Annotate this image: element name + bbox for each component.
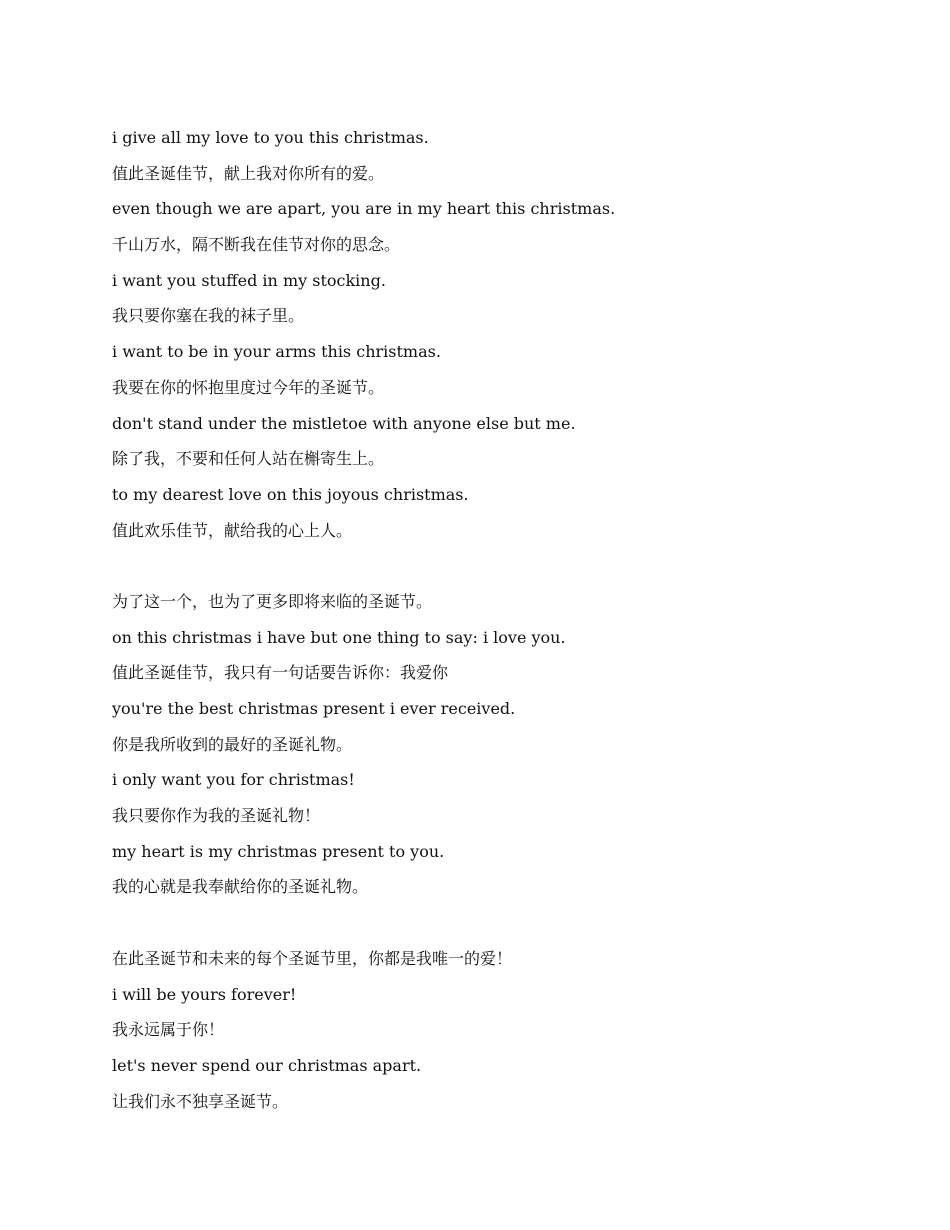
text-line: 值此圣诞佳节，献上我对你所有的爱。 <box>112 163 385 183</box>
text-line: 在此圣诞节和未来的每个圣诞节里，你都是我唯一的爱！ <box>112 948 513 968</box>
text-line: 值此欢乐佳节，献给我的心上人。 <box>112 520 353 540</box>
text-line: 千山万水，隔不断我在佳节对你的思念。 <box>112 235 401 255</box>
text-line: you're the best christmas present i ever received. <box>112 699 516 718</box>
text-line: to my dearest love on this joyous christmas. <box>112 484 469 504</box>
text-line: i only want you for christmas! <box>112 770 355 790</box>
blank-line <box>112 905 892 941</box>
text-line: even though we are apart, you are in my heart this christmas. <box>112 199 616 219</box>
text-line: 除了我，不要和任何人站在槲寄生上。 <box>112 449 385 469</box>
text-line: 我的心就是我奉献给你的圣诞礼物。 <box>112 877 369 897</box>
text-line: 我永远属于你！ <box>112 1020 225 1040</box>
text-line: i will be yours forever! <box>112 984 297 1004</box>
text-line: i want to be in your arms this christmas. <box>112 342 441 362</box>
text-line: 你是我所收到的最好的圣诞礼物。 <box>112 734 353 754</box>
text-line: i give all my love to you this christmas. <box>112 128 429 147</box>
text-line: don't stand under the mistletoe with anyone else but me. <box>112 413 576 433</box>
text-line: on this christmas i have but one thing to say: i love you. <box>112 627 566 647</box>
text-line: i want you stuffed in my stocking. <box>112 270 386 290</box>
text-line: let's never spend our christmas apart. <box>112 1055 422 1075</box>
blank-line <box>112 548 892 584</box>
text-line: 我只要你塞在我的袜子里。 <box>112 306 305 326</box>
text-line: my heart is my christmas present to you. <box>112 841 445 861</box>
document-body <box>112 120 892 1119</box>
text-line: 我只要你作为我的圣诞礼物！ <box>112 806 321 826</box>
text-line: 为了这一个，也为了更多即将来临的圣诞节。 <box>112 591 433 611</box>
text-line: 我要在你的怀抱里度过今年的圣诞节。 <box>112 377 385 397</box>
text-line: 让我们永不独享圣诞节。 <box>112 1091 289 1111</box>
text-line: 值此圣诞佳节，我只有一句话要告诉你：我爱你 <box>112 663 449 683</box>
